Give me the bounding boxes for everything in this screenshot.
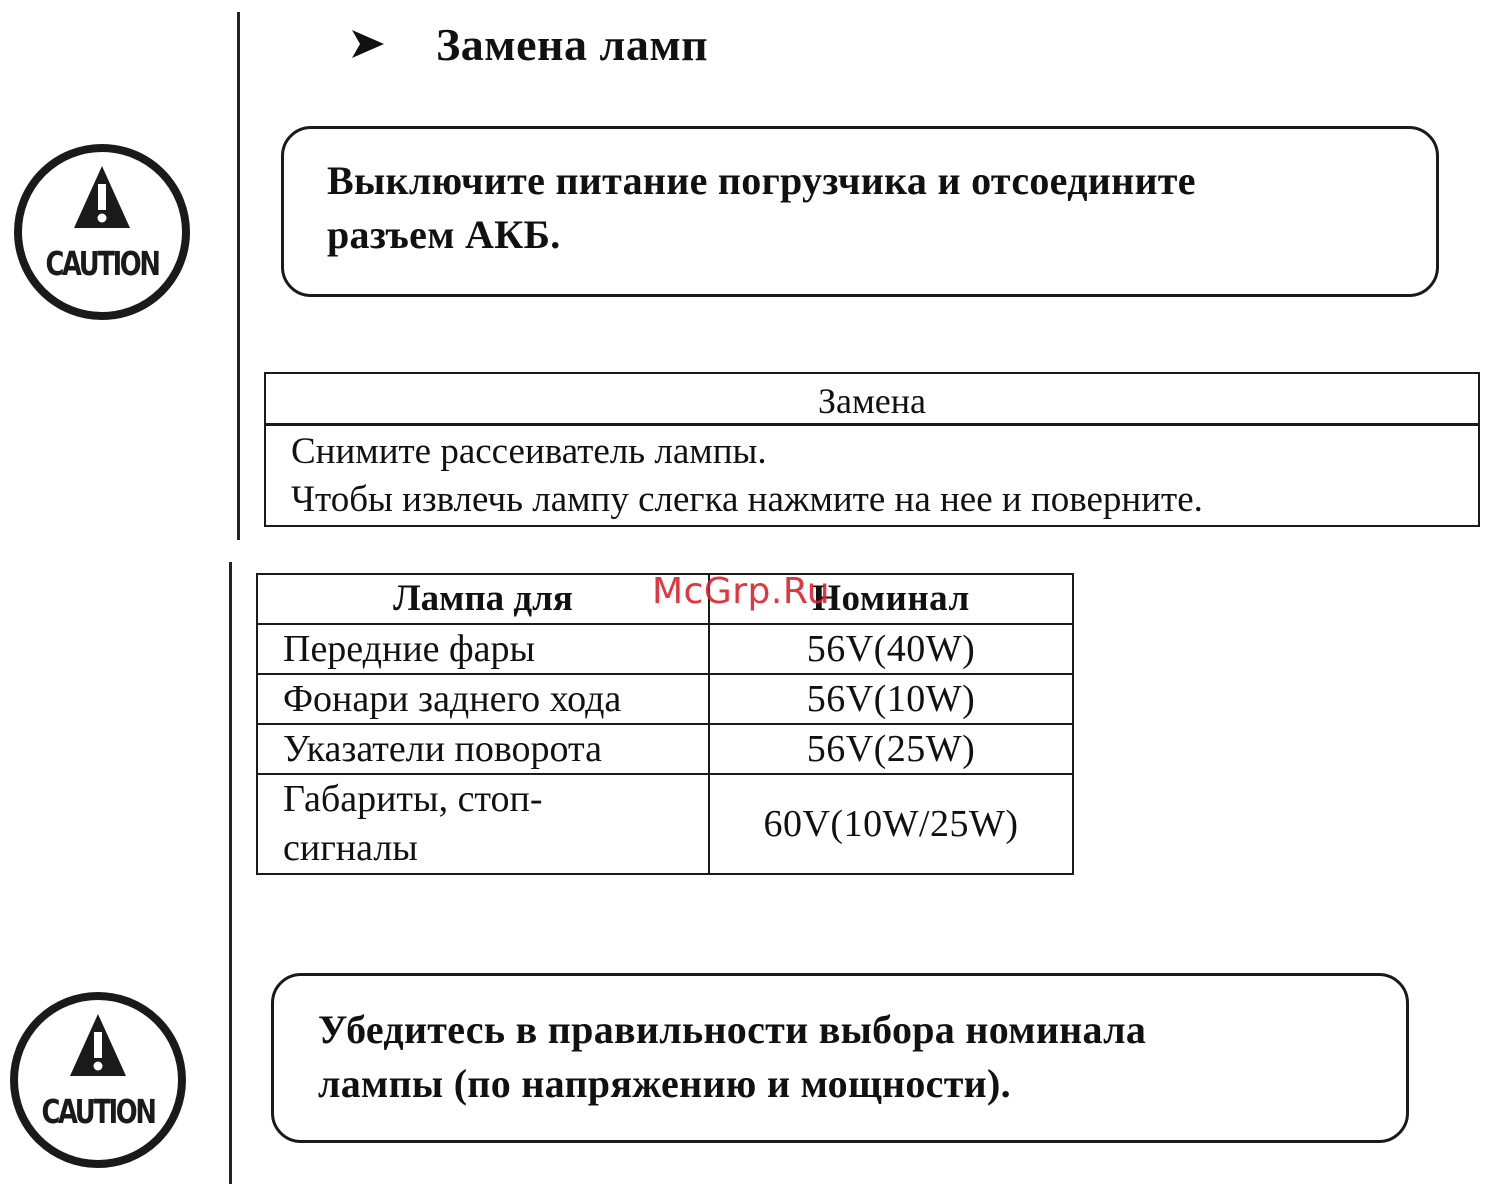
- table-row: [257, 774, 1073, 874]
- lamp-name-line: Габариты, стоп-: [283, 778, 543, 820]
- replacement-step: Чтобы извлечь лампу слегка нажмите на нее и поверните.: [291, 479, 1203, 520]
- notice-line: лампы (по напряжению и мощности).: [318, 1061, 1011, 1106]
- margin-rule-top: [237, 12, 240, 540]
- table-row: [257, 724, 1073, 774]
- power-off-notice: [281, 126, 1439, 297]
- lamp-name: Указатели поворота: [257, 724, 709, 774]
- table-row: [257, 624, 1073, 674]
- notice-line: Убедитесь в правильности выбора номинала: [318, 1007, 1147, 1052]
- lamp-name: Фонари заднего хода: [257, 674, 709, 724]
- notice-line: разъем АКБ.: [327, 212, 561, 257]
- lamp-rating: 56V(25W): [709, 724, 1073, 774]
- lamp-rating-notice: [271, 973, 1409, 1143]
- column-header-rating: Номинал: [709, 574, 1073, 624]
- margin-rule-bottom: [229, 562, 232, 1184]
- arrowhead-bullet-icon: [350, 24, 386, 64]
- watermark: McGrp.Ru: [652, 571, 831, 612]
- column-header-lamp: Лампа для: [257, 574, 709, 624]
- lamp-name: Передние фары: [257, 624, 709, 674]
- caution-label: CAUTION: [45, 244, 159, 283]
- page-title: Замена ламп: [436, 18, 709, 70]
- replacement-header: Замена: [266, 374, 1478, 426]
- lamp-rating: 56V(40W): [709, 624, 1073, 674]
- replacement-instructions: [264, 372, 1480, 527]
- caution-badge-bottom: [8, 990, 188, 1170]
- section-heading: [350, 14, 708, 74]
- warning-triangle-icon: [8, 990, 188, 1170]
- caution-label: CAUTION: [41, 1092, 155, 1131]
- replacement-steps: [266, 426, 1478, 524]
- lamp-rating: 56V(10W): [709, 674, 1073, 724]
- replacement-step: Снимите рассеиватель лампы.: [291, 431, 767, 472]
- caution-badge-top: [12, 142, 192, 322]
- lamp-name-line: сигналы: [283, 827, 418, 869]
- warning-triangle-icon: [12, 142, 192, 322]
- lamp-rating-table: [256, 573, 1074, 875]
- table-row: [257, 674, 1073, 724]
- lamp-name: [257, 774, 709, 874]
- notice-line: Выключите питание погрузчика и отсоедините: [327, 158, 1196, 203]
- lamp-rating: 60V(10W/25W): [709, 774, 1073, 874]
